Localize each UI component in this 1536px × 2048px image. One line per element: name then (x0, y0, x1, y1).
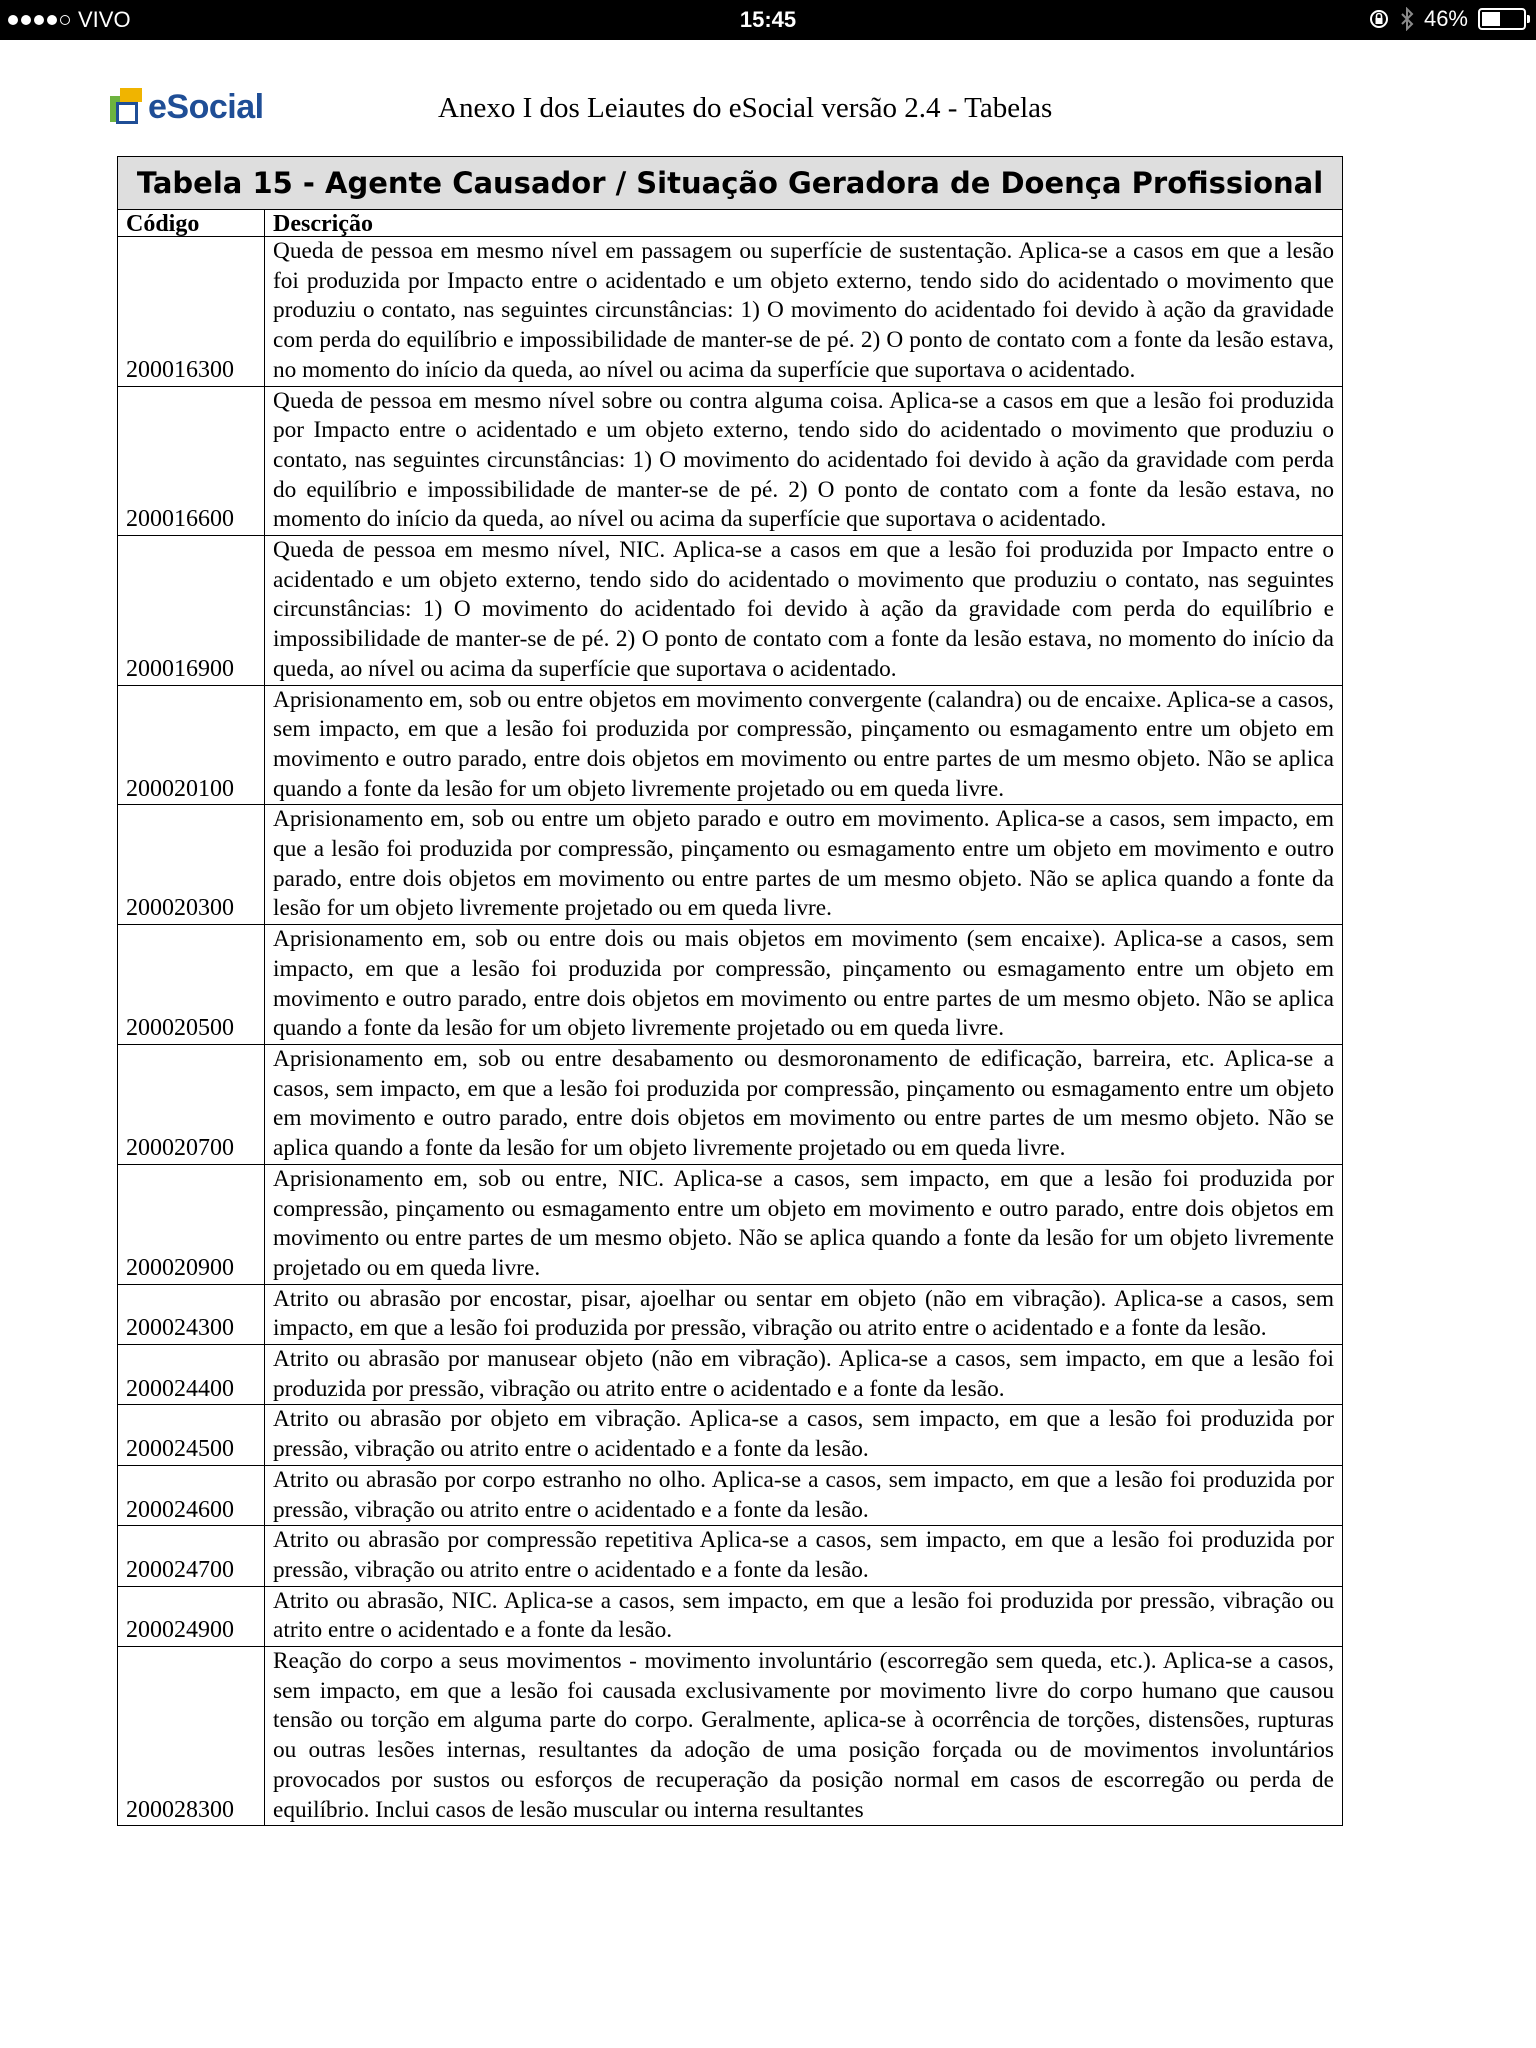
carrier-name: VIVO (78, 7, 131, 32)
esocial-logo-icon (110, 88, 146, 124)
table-row (118, 536, 1343, 686)
table-row (118, 1405, 1343, 1465)
code-cell: 200020700 (118, 1044, 265, 1164)
code-cell: 200016600 (118, 386, 265, 536)
table-row (118, 805, 1343, 925)
code-cell: 200020300 (118, 805, 265, 925)
code-cell: 200024700 (118, 1526, 265, 1586)
table-row (118, 1044, 1343, 1164)
code-cell: 200024400 (118, 1345, 265, 1405)
column-header-description: Descrição (265, 210, 1343, 237)
table-row (118, 1284, 1343, 1344)
battery-icon (1478, 8, 1526, 30)
description-cell: Aprisionamento em, sob ou entre objetos em movimento convergente (calandra) ou de encaixe. Aplica-se a casos, sem impacto, em que a lesão foi produzida por compressão, pinçamento ou esmagamento entre um objeto em movimento e outro parado, entre dois objetos em movimento ou entre partes de um mesmo objeto. Não se aplica quando a fonte da lesão for um objeto livremente projetado ou em queda livre. (265, 685, 1343, 805)
code-cell: 200024500 (118, 1405, 265, 1465)
table-row (118, 1586, 1343, 1646)
logo-text: eSocial (148, 88, 264, 126)
description-cell: Aprisionamento em, sob ou entre, NIC. Aplica-se a casos, sem impacto, em que a lesão foi produzida por compressão, pinçamento ou esmagamento entre um objeto em movimento e outro parado, entre dois objetos em movimento ou entre partes de um mesmo objeto. Não se aplica quando a fonte da lesão for um objeto livremente projetado ou em queda livre. (265, 1164, 1343, 1284)
status-bar (0, 0, 1536, 40)
code-cell: 200020900 (118, 1164, 265, 1284)
battery-percent: 46% (1423, 6, 1468, 31)
description-cell: Reação do corpo a seus movimentos - movimento involuntário (escorregão sem queda, etc.). Aplica-se a casos, sem impacto, em que a lesão foi causada exclusivamente por movimento livre do corpo humano que causou tensão ou torção em alguma parte do corpo. Geralmente, aplica-se à ocorrência de torções, distensões, rupturas ou outras lesões internas, resultantes da adoção de uma posição forçada ou de movimentos involuntários provocados por sustos ou esforços de recuperação da posição normal em casos de escorregão ou perda de equilíbrio. Inclui casos de lesão muscular ou interna resultantes (265, 1647, 1343, 1826)
description-cell: Atrito ou abrasão por manusear objeto (não em vibração). Aplica-se a casos, sem impacto, em que a lesão foi produzida por pressão, vibração ou atrito entre o acidentado e a fonte da lesão. (265, 1345, 1343, 1405)
code-cell: 200024600 (118, 1465, 265, 1525)
code-cell: 200024900 (118, 1586, 265, 1646)
table-row (118, 1647, 1343, 1826)
code-cell: 200016900 (118, 536, 265, 686)
column-header-code: Código (118, 210, 265, 237)
description-cell: Atrito ou abrasão por corpo estranho no olho. Aplica-se a casos, sem impacto, em que a lesão foi produzida por pressão, vibração ou atrito entre o acidentado e a fonte da lesão. (265, 1465, 1343, 1525)
document-title: Anexo I dos Leiautes do eSocial versão 2.4 - Tabelas (438, 92, 1053, 124)
table-row (118, 237, 1343, 387)
description-cell: Queda de pessoa em mesmo nível em passagem ou superfície de sustentação. Aplica-se a casos em que a lesão foi produzida por Impacto entre o acidentado e um objeto externo, tendo sido do acidentado o movimento que produziu o contato, nas seguintes circunstâncias: 1) O movimento do acidentado foi devido à ação da gravidade com perda do equilíbrio e impossibilidade de manter-se de pé. 2) O ponto de contato com a fonte da lesão estava, no momento do início da queda, ao nível ou acima da superfície que suportava o acidentado. (265, 237, 1343, 387)
table-caption: Tabela 15 - Agente Causador / Situação Geradora de Doença Profissional (118, 157, 1343, 210)
description-cell: Aprisionamento em, sob ou entre dois ou mais objetos em movimento (sem encaixe). Aplica-se a casos, sem impacto, em que a lesão foi produzida por compressão, pinçamento ou esmagamento entre um objeto em movimento e outro parado, entre dois objetos em movimento ou entre partes de um mesmo objeto. Não se aplica quando a fonte da lesão for um objeto livremente projetado ou em queda livre. (265, 925, 1343, 1045)
clock: 15:45 (739, 7, 797, 32)
description-cell: Atrito ou abrasão por encostar, pisar, ajoelhar ou sentar em objeto (não em vibração). Aplica-se a casos, sem impacto, em que a lesão foi produzida por pressão, vibração ou atrito entre o acidentado e a fonte da lesão. (265, 1284, 1343, 1344)
description-cell: Atrito ou abrasão, NIC. Aplica-se a casos, sem impacto, em que a lesão foi produzida por pressão, vibração ou atrito entre o acidentado e a fonte da lesão. (265, 1586, 1343, 1646)
table-row (118, 1164, 1343, 1284)
code-cell: 200020100 (118, 685, 265, 805)
description-cell: Aprisionamento em, sob ou entre um objeto parado e outro em movimento. Aplica-se a casos, sem impacto, em que a lesão foi produzida por compressão, pinçamento ou esmagamento entre um objeto em movimento e outro parado, entre dois objetos em movimento ou entre partes de um mesmo objeto. Não se aplica quando a fonte da lesão for um objeto livremente projetado ou em queda livre. (265, 805, 1343, 925)
table-row (118, 925, 1343, 1045)
table-row (118, 1465, 1343, 1525)
code-cell: 200028300 (118, 1647, 265, 1826)
table-row (118, 1345, 1343, 1405)
description-cell: Queda de pessoa em mesmo nível sobre ou contra alguma coisa. Aplica-se a casos em que a lesão foi produzida por Impacto entre o acidentado e um objeto externo, tendo sido do acidentado o movimento que produziu o contato, nas seguintes circunstâncias: 1) O movimento do acidentado foi devido à ação da gravidade com perda do equilíbrio e impossibilidade de manter-se de pé. 2) O ponto de contato com a fonte da lesão estava, no momento do início da queda, ao nível ou acima da superfície que suportava o acidentado. (265, 386, 1343, 536)
description-cell: Atrito ou abrasão por compressão repetitiva Aplica-se a casos, sem impacto, em que a lesão foi produzida por pressão, vibração ou atrito entre o acidentado e a fonte da lesão. (265, 1526, 1343, 1586)
bluetooth-icon (1400, 7, 1414, 31)
description-cell: Atrito ou abrasão por objeto em vibração. Aplica-se a casos, sem impacto, em que a lesão foi produzida por pressão, vibração ou atrito entre o acidentado e a fonte da lesão. (265, 1405, 1343, 1465)
table-row (118, 386, 1343, 536)
code-cell: 200024300 (118, 1284, 265, 1344)
code-cell: 200016300 (118, 237, 265, 387)
table-row (118, 1526, 1343, 1586)
status-right (1368, 6, 1526, 32)
code-cell: 200020500 (118, 925, 265, 1045)
esocial-logo (110, 88, 264, 124)
agent-table (117, 156, 1343, 1826)
rotation-lock-icon (1368, 8, 1390, 30)
table-row (118, 685, 1343, 805)
description-cell: Aprisionamento em, sob ou entre desabamento ou desmoronamento de edificação, barreira, etc. Aplica-se a casos, sem impacto, em que a lesão foi produzida por compressão, pinçamento ou esmagamento entre um objeto em movimento e outro parado, entre dois objetos em movimento ou entre partes de um mesmo objeto. Não se aplica quando a fonte da lesão for um objeto livremente projetado ou em queda livre. (265, 1044, 1343, 1164)
description-cell: Queda de pessoa em mesmo nível, NIC. Aplica-se a casos em que a lesão foi produzida por Impacto entre o acidentado e um objeto externo, tendo sido do acidentado o movimento que produziu o contato, nas seguintes circunstâncias: 1) O movimento do acidentado foi devido à ação da gravidade com perda do equilíbrio e impossibilidade de manter-se de pé. 2) O ponto de contato com a fonte da lesão estava, no momento do início da queda, ao nível ou acima da superfície que suportava o acidentado. (265, 536, 1343, 686)
